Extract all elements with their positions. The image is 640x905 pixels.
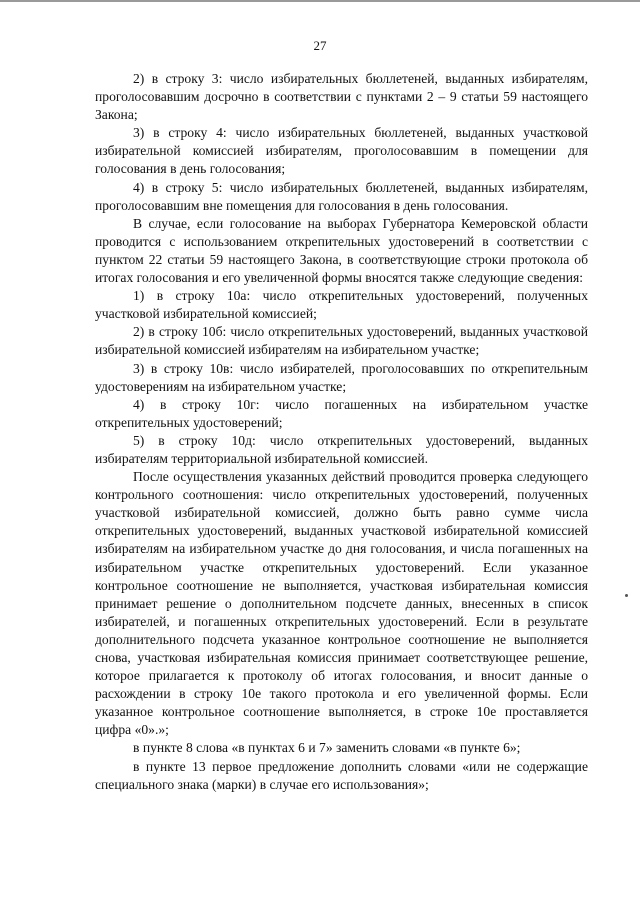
paragraph-line-4: 3) в строку 4: число избирательных бюллетеней, выданных участковой избирательной комиссией избирателям, проголосовавшим в помещении для голосования в день голосования;	[95, 125, 588, 177]
page-number: 27	[313, 38, 327, 53]
scan-dot-mark	[625, 594, 628, 597]
paragraph-item-13: в пункте 13 первое предложение дополнить словами «или не содержащие специального знака (марки) в случае его использования»;	[95, 758, 588, 792]
paragraph-line-10a: 1) в строку 10а: число открепительных удостоверений, полученных участковой избирательной комиссией;	[95, 288, 588, 322]
paragraph-line-10g: 4) в строку 10г: число погашенных на избирательном участке открепительных удостоверений;	[95, 396, 588, 430]
paragraph-line-10d: 5) в строку 10д: число открепительных удостоверений, выданных избирателям территориальной избирательной комиссией.	[95, 432, 588, 466]
document-body	[95, 70, 588, 794]
paragraph-control-check: После осуществления указанных действий проводится проверка следующего контрольного соотношения: число открепительных удостоверений, полученных участковой избирательной комиссией, должно быть равно сумме числа открепительных удостоверений, выданных участковой избирательной комиссией избирателям на избирательном участке до дня голосования, и числа погашенных на избирательном участке открепительных удостоверений. Если указанное контрольное соотношение не выполняется, участковая избирательная комиссия принимает решение о дополнительном подсчете данных, внесенных в список избирателей, и погашенных открепительных удостоверений. Если в результате дополнительного подсчета указанное контрольное соотношение не выполняется снова, участковая избирательная комиссия принимает соответствующее решение, которое прилагается к протоколу об итогах голосования, и вносит данные о расхождении в строку 10е такого протокола и его увеличенной формы. Если указанное контрольное соотношение выполняется, в строке 10е проставляется цифра «0».»;	[95, 469, 588, 738]
scan-edge-line	[0, 0, 640, 2]
paragraph-line-10v: 3) в строку 10в: число избирателей, проголосовавших по открепительным удостоверениям на избирательном участке;	[95, 360, 588, 394]
paragraph-line-10b: 2) в строку 10б: число открепительных удостоверений, выданных участковой избирательной комиссией избирателям на избирательном участке;	[95, 324, 588, 358]
paragraph-line-5: 4) в строку 5: число избирательных бюллетеней, выданных избирателям, проголосовавшим вне помещения для голосования в день голосования.	[95, 179, 588, 213]
paragraph-absentee-intro: В случае, если голосование на выборах Губернатора Кемеровской области проводится с использованием открепительных удостоверений в соответствии с пунктом 22 статьи 59 настоящего Закона, в соответствующие строки протокола об итогах голосования и его увеличенной формы вносятся также следующие сведения:	[95, 215, 588, 286]
paragraph-item-8: в пункте 8 слова «в пунктах 6 и 7» заменить словами «в пункте 6»;	[133, 740, 521, 756]
paragraph-line-3: 2) в строку 3: число избирательных бюллетеней, выданных избирателям, проголосовавшим досрочно в соответствии с пунктами 2 – 9 статьи 59 настоящего Закона;	[95, 71, 588, 123]
